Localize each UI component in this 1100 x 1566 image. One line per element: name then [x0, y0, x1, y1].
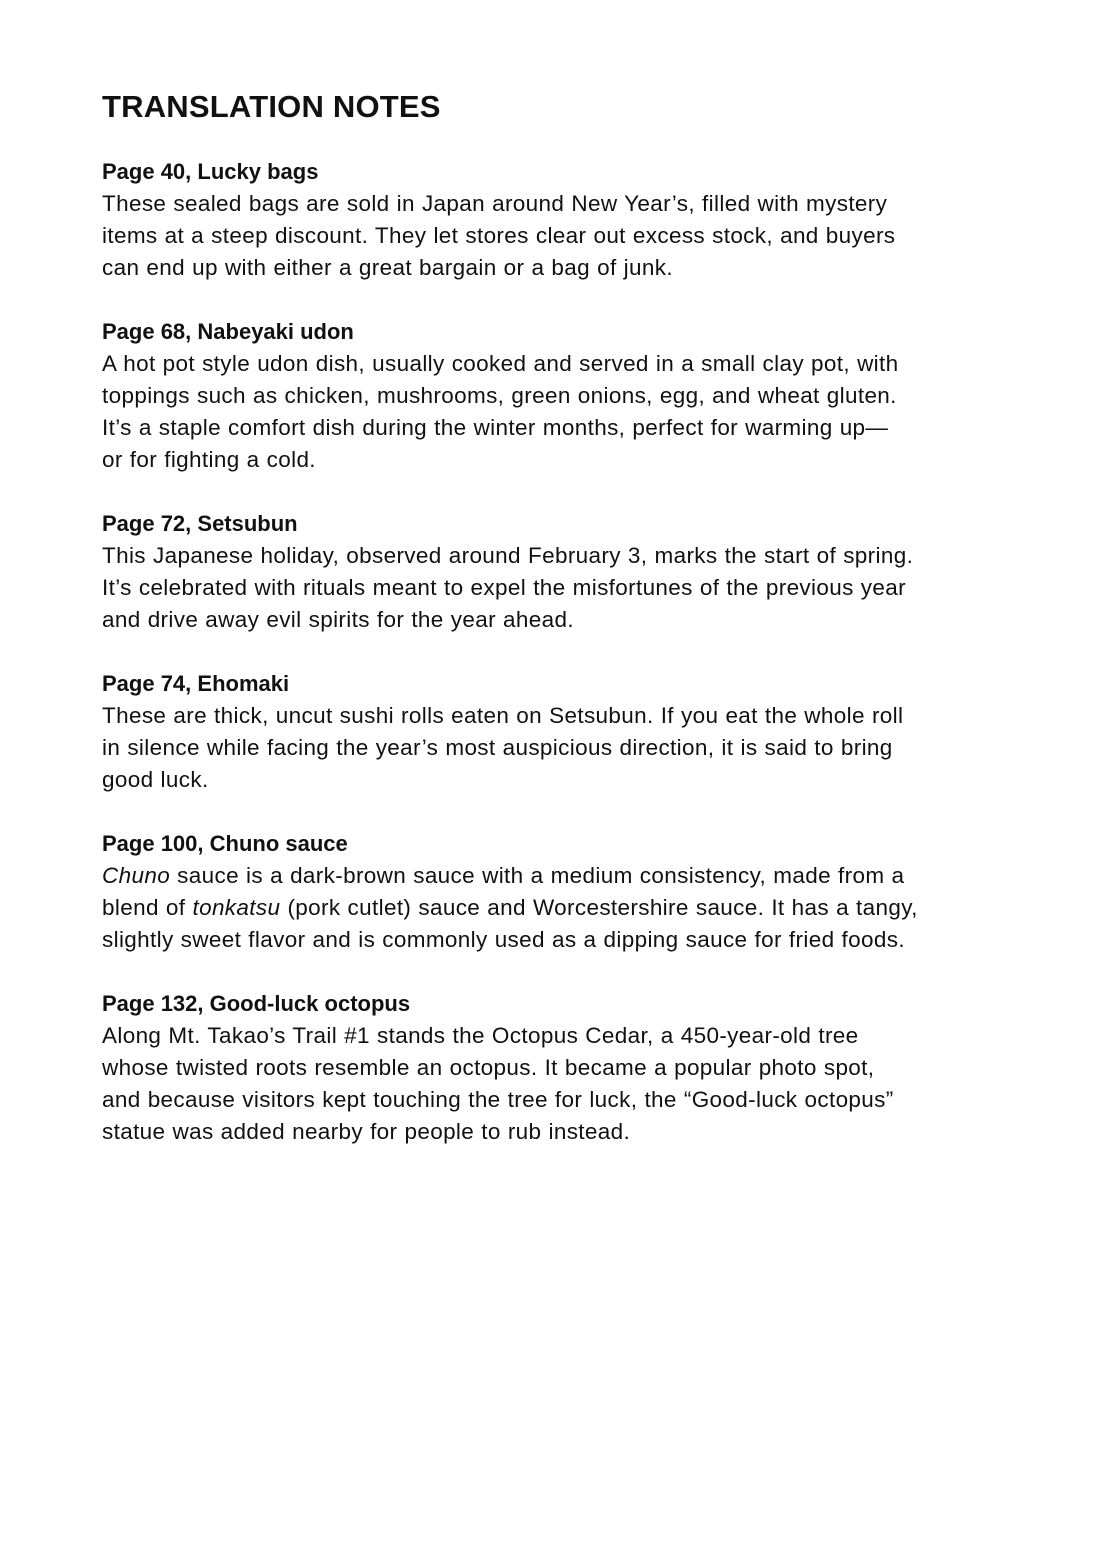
- note-body: [102, 540, 1042, 636]
- note-line: These sealed bags are sold in Japan around New Year’s, filled with mystery: [102, 191, 888, 216]
- note-line: sauce is a dark-brown sauce with a medium consistency, made from a: [170, 863, 905, 888]
- note-setsubun: [102, 508, 1042, 636]
- note-line: This Japanese holiday, observed around February 3, marks the start of spring.: [102, 543, 914, 568]
- note-line: good luck.: [102, 767, 209, 792]
- note-line: slightly sweet flavor and is commonly used as a dipping sauce for fried foods.: [102, 927, 905, 952]
- note-nabeyaki-udon: [102, 316, 1042, 476]
- note-body: [102, 860, 1042, 956]
- note-body: [102, 188, 1042, 284]
- page-title: TRANSLATION NOTES: [102, 89, 441, 124]
- note-lucky-bags: [102, 156, 1042, 284]
- note-good-luck-octopus: [102, 988, 1042, 1148]
- note-ehomaki: [102, 668, 1042, 796]
- note-line: These are thick, uncut sushi rolls eaten on Setsubun. If you eat the whole roll: [102, 703, 904, 728]
- note-heading: Page 100, Chuno sauce: [102, 831, 348, 856]
- note-body: [102, 1020, 1042, 1148]
- note-heading: Page 68, Nabeyaki udon: [102, 319, 354, 344]
- note-line: Along Mt. Takao’s Trail #1 stands the Octopus Cedar, a 450-year-old tree: [102, 1023, 859, 1048]
- note-line: (pork cutlet) sauce and Worcestershire sauce. It has a tangy,: [280, 895, 918, 920]
- note-line: statue was added nearby for people to rub instead.: [102, 1119, 631, 1144]
- note-line: and drive away evil spirits for the year ahead.: [102, 607, 574, 632]
- note-line: in silence while facing the year’s most auspicious direction, it is said to bring: [102, 735, 893, 760]
- note-line: blend of: [102, 895, 193, 920]
- note-chuno-sauce: [102, 828, 1042, 956]
- note-heading: Page 40, Lucky bags: [102, 159, 319, 184]
- note-heading: Page 132, Good-luck octopus: [102, 991, 411, 1016]
- note-line: toppings such as chicken, mushrooms, green onions, egg, and wheat gluten.: [102, 383, 897, 408]
- note-heading: Page 74, Ehomaki: [102, 671, 290, 696]
- italic-term-chuno: Chuno: [102, 863, 171, 888]
- note-line: It’s a staple comfort dish during the winter months, perfect for warming up—: [102, 415, 889, 440]
- note-body: [102, 700, 1042, 796]
- note-line: or for fighting a cold.: [102, 447, 316, 472]
- note-line: It’s celebrated with rituals meant to expel the misfortunes of the previous year: [102, 575, 906, 600]
- note-body: [102, 348, 1042, 476]
- italic-term-tonkatsu: tonkatsu: [192, 895, 281, 920]
- note-heading: Page 72, Setsubun: [102, 511, 298, 536]
- note-line: whose twisted roots resemble an octopus. It became a popular photo spot,: [102, 1055, 875, 1080]
- note-line: A hot pot style udon dish, usually cooked and served in a small clay pot, with: [102, 351, 899, 376]
- note-line: items at a steep discount. They let stores clear out excess stock, and buyers: [102, 223, 896, 248]
- document-page: [102, 88, 1042, 1180]
- note-line: and because visitors kept touching the tree for luck, the “Good-luck octopus”: [102, 1087, 894, 1112]
- note-line: can end up with either a great bargain or a bag of junk.: [102, 255, 673, 280]
